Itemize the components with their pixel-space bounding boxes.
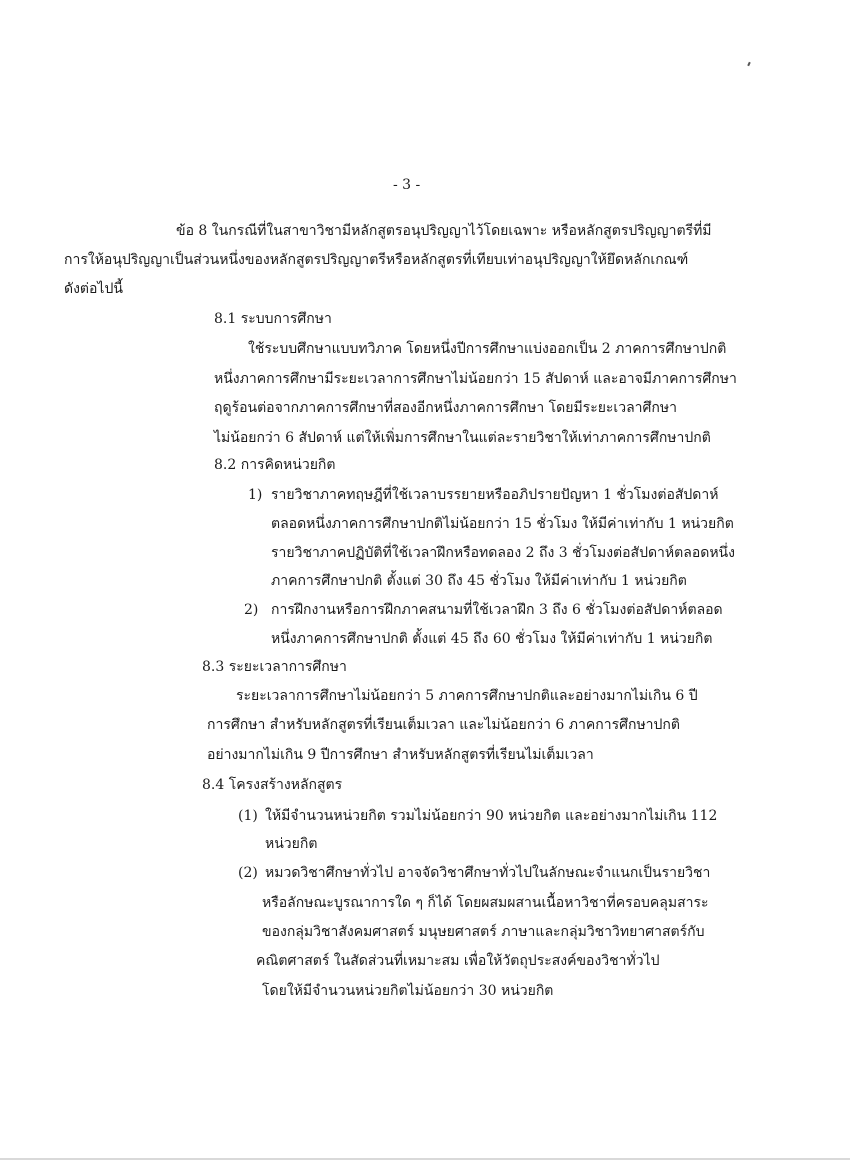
section-8-2-item-2-line: การฝึกงานหรือการฝึกภาคสนามที่ใช้เวลาฝึก 3 ถึง 6 ชั่วโมงต่อสัปดาห์ตลอด [271,602,723,618]
section-8-2-item-1-line: รายวิชาภาคทฤษฎีที่ใช้เวลาบรรยายหรืออภิปรายปัญหา 1 ชั่วโมงต่อสัปดาห์ [271,487,719,503]
section-8-3-line: อย่างมากไม่เกิน 9 ปีการศึกษา สำหรับหลักสูตรที่เรียนไม่เต็มเวลา [207,747,594,763]
section-8-4-item-2-line: คณิตศาสตร์ ในสัดส่วนที่เหมาะสม เพื่อให้วัตถุประสงค์ของวิชาทั่วไป [256,953,660,969]
section-8-2-heading: 8.2 การคิดหน่วยกิต [214,457,336,473]
section-8-2-item-1-line: รายวิชาภาคปฏิบัติที่ใช้เวลาฝึกหรือทดลอง 2 ถึง 3 ชั่วโมงต่อสัปดาห์ตลอดหนึ่ง [271,545,735,561]
section-8-4-item-2-line: หมวดวิชาศึกษาทั่วไป อาจจัดวิชาศึกษาทั่วไปในลักษณะจำแนกเป็นรายวิชา [265,865,711,881]
section-8-4-item-1-marker: (1) [238,808,258,824]
section-8-3-heading: 8.3 ระยะเวลาการศึกษา [202,659,347,675]
section-8-4-item-2-line: หรือลักษณะบูรณาการใด ๆ ก็ได้ โดยผสมผสานเนื้อหาวิชาที่ครอบคลุมสาระ [262,895,709,911]
clause-8-line-3: ดังต่อไปนี้ [64,281,123,297]
page-number: - 3 - [393,177,421,193]
section-8-4-item-1-line: ให้มีจำนวนหน่วยกิต รวมไม่น้อยกว่า 90 หน่วยกิต และอย่างมากไม่เกิน 112 [265,808,718,824]
section-8-1-line: ใช้ระบบศึกษาแบบทวิภาค โดยหนึ่งปีการศึกษาแบ่งออกเป็น 2 ภาคการศึกษาปกติ [248,341,727,357]
clause-8-line-2: การให้อนุปริญญาเป็นส่วนหนึ่งของหลักสูตรปริญญาตรีหรือหลักสูตรที่เทียบเท่าอนุปริญญาให้ยึดหลักเกณฑ์ [64,252,689,268]
section-8-2-item-1-marker: 1) [248,487,263,503]
section-8-1-heading: 8.1 ระบบการศึกษา [214,311,332,327]
clause-8-line-1: ข้อ 8 ในกรณีที่ในสาขาวิชามีหลักสูตรอนุปริญญาไว้โดยเฉพาะ หรือหลักสูตรปริญญาตรีที่มี [176,223,712,239]
section-8-2-item-2-marker: 2) [244,602,259,618]
section-8-2-item-1-line: ตลอดหนึ่งภาคการศึกษาปกติไม่น้อยกว่า 15 ชั่วโมง ให้มีค่าเท่ากับ 1 หน่วยกิต [271,516,734,532]
section-8-4-item-2-line: ของกลุ่มวิชาสังคมศาสตร์ มนุษยศาสตร์ ภาษาและกลุ่มวิชาวิทยาศาสตร์กับ [262,924,705,940]
section-8-1-line: ไม่น้อยกว่า 6 สัปดาห์ แต่ให้เพิ่มการศึกษาในแต่ละรายวิชาให้เท่าภาคการศึกษาปกติ [214,430,711,446]
section-8-4-item-2-line: โดยให้มีจำนวนหน่วยกิตไม่น้อยกว่า 30 หน่วยกิต [262,983,554,999]
scan-speck [747,62,751,66]
section-8-2-item-1-line: ภาคการศึกษาปกติ ตั้งแต่ 30 ถึง 45 ชั่วโมง ให้มีค่าเท่ากับ 1 หน่วยกิต [271,573,687,589]
scan-bottom-edge [0,1158,850,1160]
section-8-1-line: หนึ่งภาคการศึกษามีระยะเวลาการศึกษาไม่น้อยกว่า 15 สัปดาห์ และอาจมีภาคการศึกษา [214,371,737,387]
section-8-4-item-1-line: หน่วยกิต [265,836,318,852]
section-8-3-line: ระยะเวลาการศึกษาไม่น้อยกว่า 5 ภาคการศึกษาปกติและอย่างมากไม่เกิน 6 ปี [236,688,698,704]
section-8-3-line: การศึกษา สำหรับหลักสูตรที่เรียนเต็มเวลา และไม่น้อยกว่า 6 ภาคการศึกษาปกติ [207,717,680,733]
section-8-4-item-2-marker: (2) [238,865,258,881]
section-8-1-line: ฤดูร้อนต่อจากภาคการศึกษาที่สองอีกหนึ่งภาคการศึกษา โดยมีระยะเวลาศึกษา [214,400,677,416]
section-8-4-heading: 8.4 โครงสร้างหลักสูตร [202,777,343,793]
section-8-2-item-2-line: หนึ่งภาคการศึกษาปกติ ตั้งแต่ 45 ถึง 60 ชั่วโมง ให้มีค่าเท่ากับ 1 หน่วยกิต [271,631,713,647]
